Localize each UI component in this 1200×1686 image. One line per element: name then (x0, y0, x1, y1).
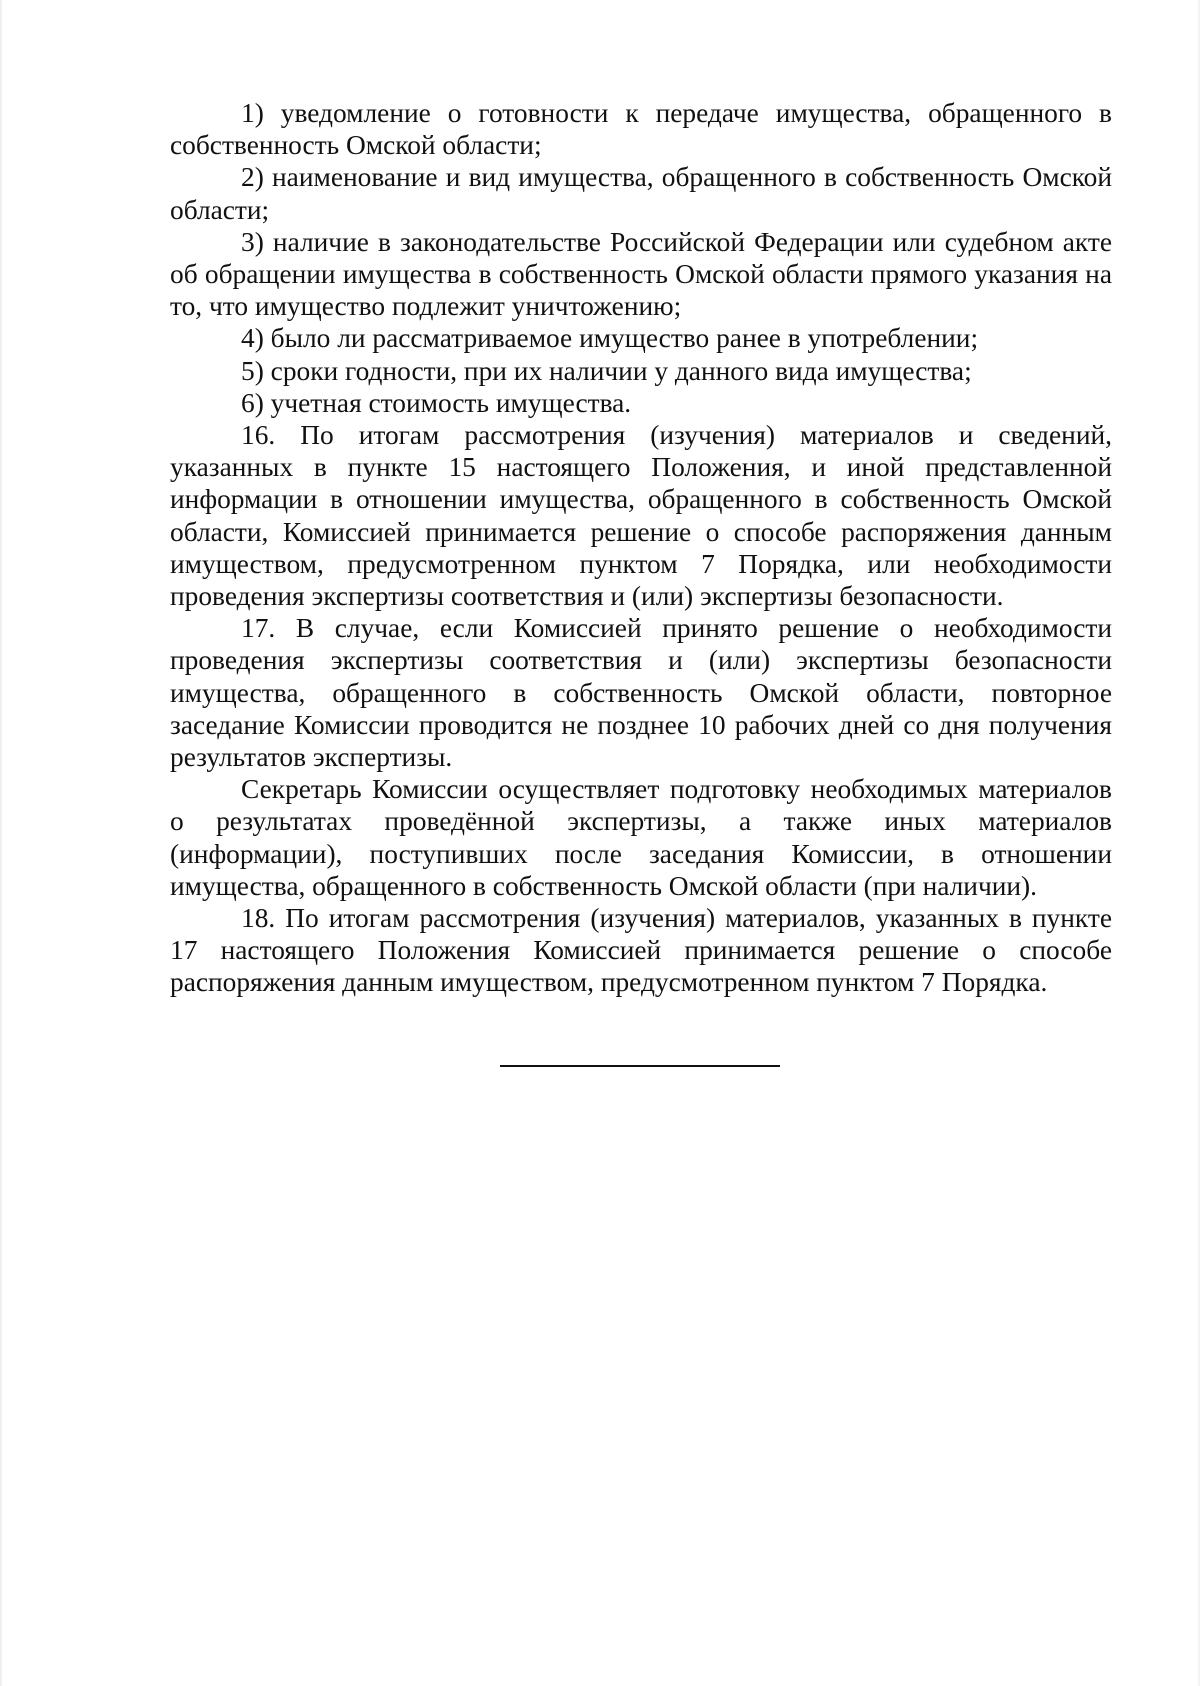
list-item-expiry-dates: 5) сроки годности, при их наличии у данного вида имущества; (241, 355, 972, 386)
list-item-previous-use: 4) было ли рассматриваемое имущество ранее в употреблении; (241, 323, 979, 354)
list-item-notification: 1) уведомление о готовности к передаче имущества, обращенного в собственность Омской области; (170, 98, 1112, 161)
list-item-book-value: 6) учетная стоимость имущества. (241, 387, 632, 418)
clause-17: 17. В случае, если Комиссией принято решение о необходимости проведения экспертизы соответствия и (или) экспертизы безопасности имущества, обращенного в собственность Омской области, повторное заседание Комиссии проводится не позднее 10 рабочих дней со дня получения результатов экспертизы. (170, 613, 1112, 773)
document-body (170, 97, 1112, 999)
clause-17-secretary: Секретарь Комиссии осуществляет подготовку необходимых материалов о результатах проведённой экспертизы, а также иных материалов (информации), поступивших после заседания Комиссии, в отношении имущества, обращенного в собственность Омской области (при наличии). (170, 774, 1112, 901)
list-item-destruction-indication: 3) наличие в законодательстве Российской Федерации или судебном акте об обращении имущества в собственность Омской области прямого указания на то, что имущество подлежит уничтожению; (170, 226, 1112, 322)
clause-16: 16. По итогам рассмотрения (изучения) материалов и сведений, указанных в пункте 15 настоящего Положения, и иной представленной информации в отношении имущества, обращенного в собственность Омской области, Комиссией принимается решение о способе распоряжения данным имуществом, предусмотренном пунктом 7 Порядка, или необходимости проведения экспертизы соответствия и (или) экспертизы безопасности. (170, 420, 1112, 612)
scan-edge-left (0, 0, 3, 1686)
end-of-document-rule (500, 1065, 780, 1067)
list-item-name-and-type: 2) наименование и вид имущества, обращенного в собственность Омской области; (170, 162, 1112, 225)
clause-18: 18. По итогам рассмотрения (изучения) материалов, указанных в пункте 17 настоящего Положения Комиссией принимается решение о способе распоряжения данным имуществом, предусмотренном пунктом 7 Порядка. (170, 903, 1112, 998)
